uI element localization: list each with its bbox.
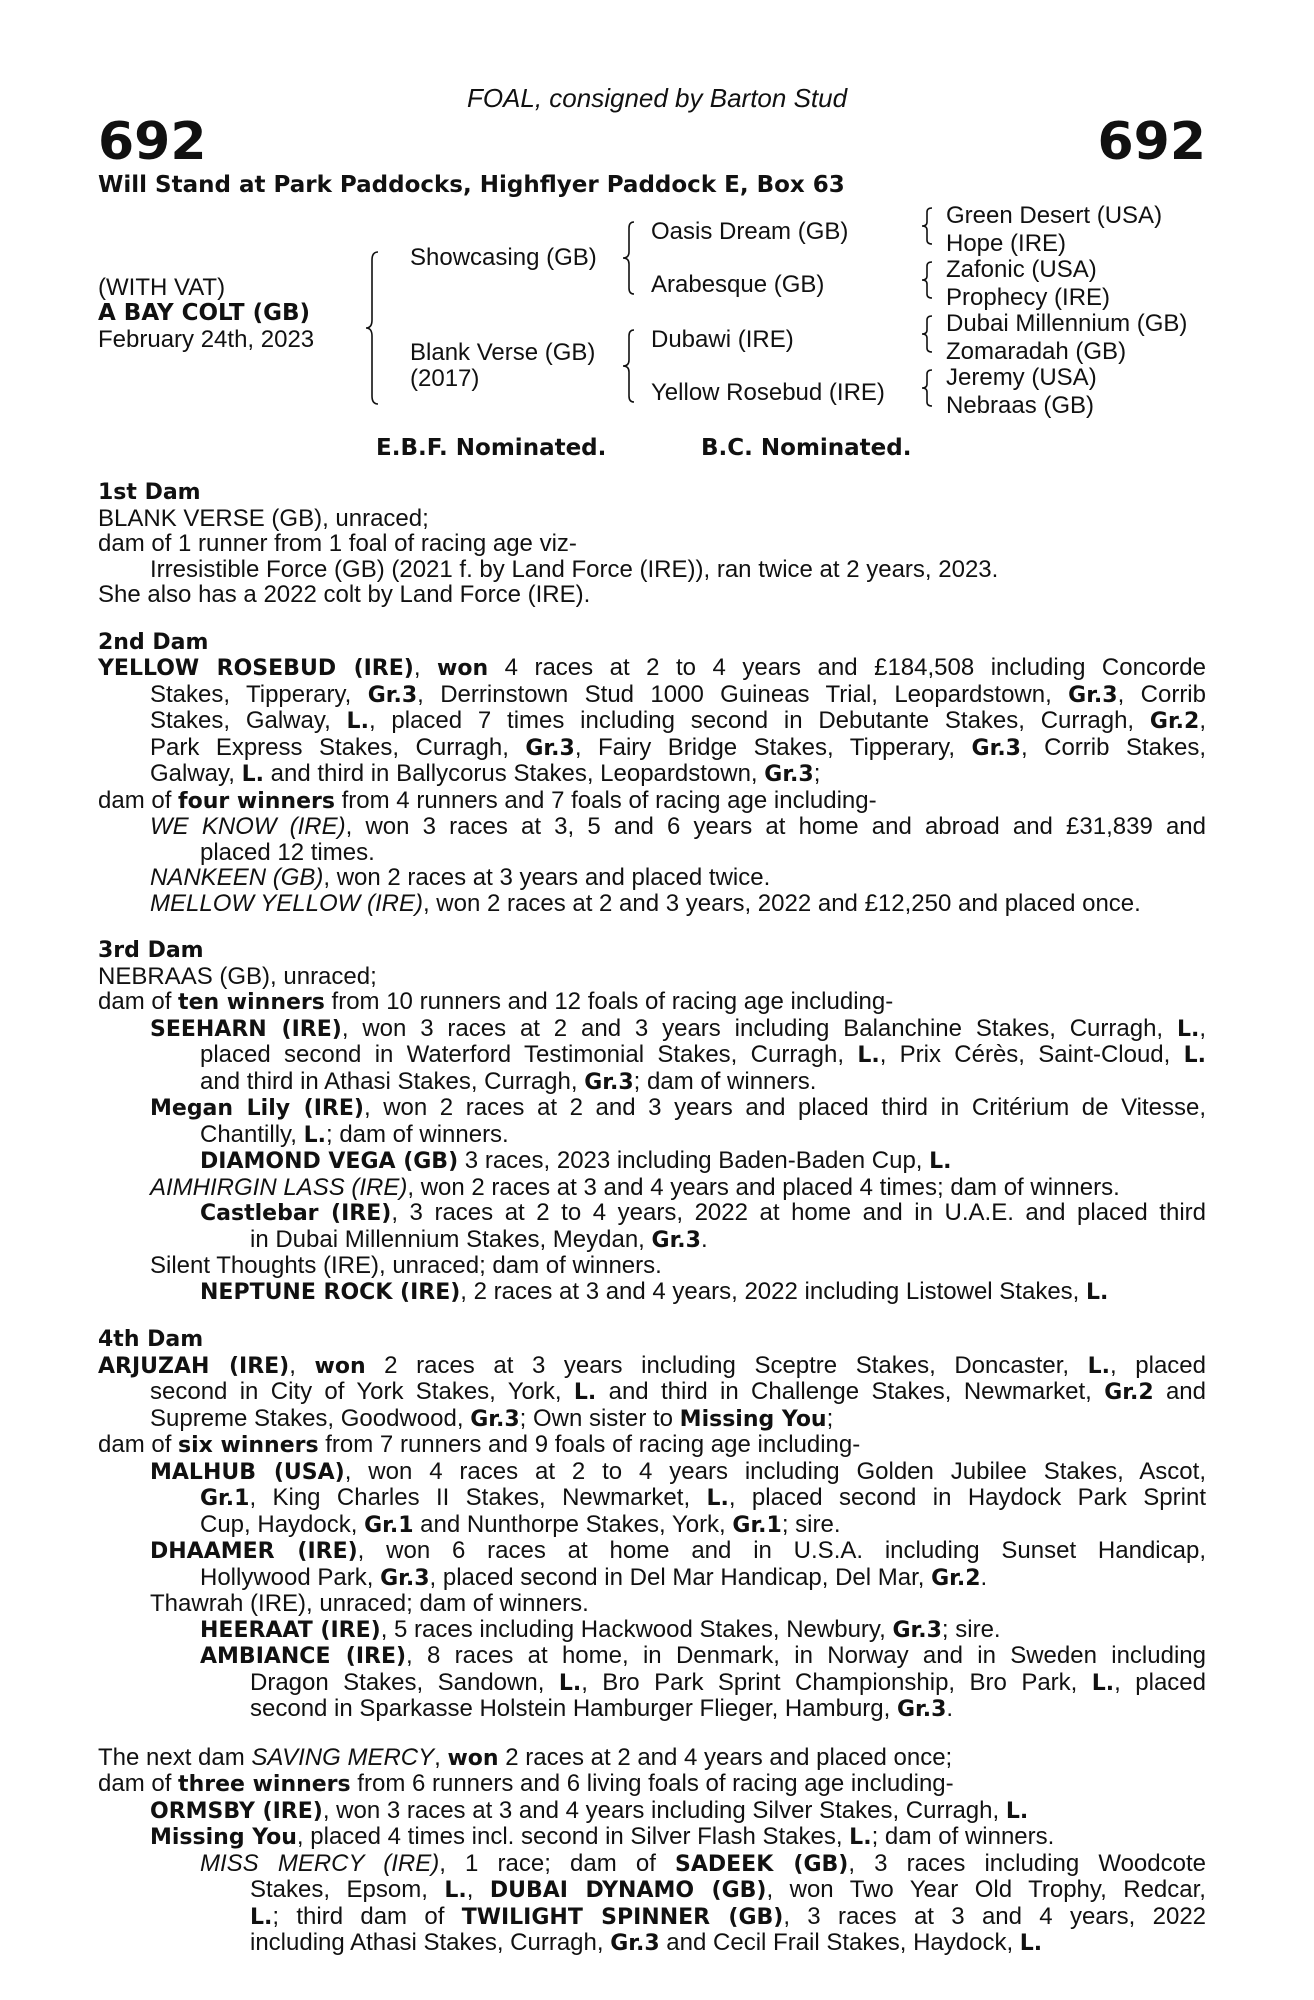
text-run: from 4 runners and 7 foals of racing age including- <box>334 786 877 814</box>
italic-text: WE KNOW (IRE) <box>150 813 346 840</box>
bold-text: Gr.3 <box>525 735 575 761</box>
text-run: Chantilly, <box>200 1120 304 1148</box>
section-heading: 1st Dam <box>98 480 201 505</box>
bold-text: L. <box>857 1043 880 1068</box>
text-run: from 10 runners and 12 foals of racing age including- <box>324 988 894 1015</box>
bold-text: Gr.3 <box>892 1617 942 1643</box>
text-run: , <box>1199 707 1207 734</box>
bold-text: Gr.3 <box>764 762 814 787</box>
text-line <box>98 1432 1206 1459</box>
bold-text: L. <box>573 1380 597 1405</box>
text-line <box>98 1696 1206 1723</box>
text-run: ; sire. <box>781 1510 841 1538</box>
italic-text: AIMHIRGIN LASS (IRE) <box>150 1173 408 1201</box>
text-run: in Dubai Millennium Stakes, Meydan, <box>250 1225 652 1253</box>
text-run: , King Charles II Stakes, Newmarket, <box>249 1484 707 1511</box>
dam-section <box>98 1745 1206 1957</box>
text-line <box>98 1175 1206 1201</box>
bold-text: Gr.3 <box>584 1069 634 1095</box>
g4-2: Hope (IRE) <box>946 230 1067 257</box>
bold-text: L. <box>303 1122 326 1148</box>
text-line <box>98 840 1206 866</box>
stable-location: Will Stand at Park Paddocks, Highflyer Paddock E, Box 63 <box>98 172 845 198</box>
date-of-birth: February 24th, 2023 <box>98 326 315 353</box>
bold-text: Gr.1 <box>364 1512 414 1538</box>
bold-text: ORMSBY (IRE) <box>150 1798 323 1824</box>
text-run: . <box>700 1225 708 1253</box>
text-line <box>98 1670 1206 1697</box>
text-line <box>98 1016 1206 1043</box>
bold-text: SADEEK (GB) <box>675 1851 849 1877</box>
bold-text: MALHUB (USA) <box>150 1459 345 1485</box>
text-line <box>98 1227 1206 1254</box>
bold-text: DHAAMER (IRE) <box>150 1539 358 1564</box>
text-run: , Bro Park Sprint Championship, Bro Park, <box>581 1668 1092 1696</box>
text-line <box>98 1200 1206 1227</box>
bold-text: L. <box>1087 1353 1111 1379</box>
text-run: , won 3 races at 3, 5 and 6 years at home and abroad and £31,839 and <box>345 813 1206 840</box>
g4-6: Zomaradah (GB) <box>946 338 1127 365</box>
text-line <box>98 1512 1206 1539</box>
italic-text: MELLOW YELLOW (IRE) <box>150 889 423 917</box>
text-line <box>98 655 1206 682</box>
text-line <box>98 865 1206 891</box>
text-run: , 3 races including Woodcote <box>848 1849 1206 1877</box>
bold-text: Castlebar (IRE) <box>200 1201 392 1226</box>
bold-text: L. <box>1183 1043 1207 1068</box>
text-run: Galway, <box>150 760 242 787</box>
text-run: ; sire. <box>941 1615 1001 1643</box>
text-run: Irresistible Force (GB) (2021 f. by Land Force (IRE)), ran twice at 2 years, 2023. <box>150 555 999 583</box>
bold-text: Gr.1 <box>732 1512 782 1538</box>
bold-text: Gr.3 <box>367 682 418 708</box>
text-run: and <box>1153 1378 1207 1405</box>
lot-number-left: 692 <box>98 112 207 172</box>
text-run: 2 races at 2 and 4 years and placed once; <box>498 1743 953 1771</box>
text-run: , 1 race; dam of <box>439 1849 676 1877</box>
bold-text: three winners <box>178 1772 351 1797</box>
text-run: and third in Athasi Stakes, Curragh, <box>200 1067 585 1095</box>
bold-text: TWILIGHT SPINNER (GB) <box>461 1904 784 1930</box>
text-run: 3 races, 2023 including Baden-Baden Cup, <box>458 1147 930 1174</box>
bold-text: SEEHARN (IRE) <box>150 1016 342 1042</box>
g4-7: Jeremy (USA) <box>946 364 1097 391</box>
text-run: dam of <box>98 988 179 1015</box>
text-line <box>98 1406 1206 1433</box>
text-run: and Cecil Frail Stakes, Haydock, <box>659 1929 1020 1956</box>
bold-text: won <box>447 1745 499 1771</box>
text-run: NEBRAAS (GB), unraced; <box>98 962 377 990</box>
text-line <box>98 557 1206 583</box>
bracket-g4-3 <box>920 314 936 354</box>
text-line <box>98 582 1206 608</box>
dam-dam: Yellow Rosebud (IRE) <box>651 379 885 406</box>
section-heading: 2nd Dam <box>98 629 209 655</box>
bold-text: Gr.2 <box>1104 1380 1154 1405</box>
bold-text: Gr.3 <box>610 1931 660 1956</box>
text-run: 4 races at 2 to 4 years and £184,508 including Concorde <box>488 654 1206 681</box>
sire-sire: Oasis Dream (GB) <box>651 218 849 245</box>
bold-text: Gr.3 <box>1068 682 1118 708</box>
text-line <box>98 1353 1206 1380</box>
text-run: , placed 7 times including second in Debutante Stakes, Curragh, <box>368 707 1150 734</box>
text-run: , won 6 races at home and in U.S.A. including Sunset Handicap, <box>357 1537 1207 1564</box>
text-run: , won 2 races at 3 years and placed twice. <box>323 864 771 891</box>
bold-text: L. <box>1005 1798 1029 1824</box>
bold-text: Megan Lily (IRE) <box>150 1096 364 1121</box>
text-line <box>98 1459 1206 1486</box>
text-run: and third in Challenge Stakes, Newmarket, <box>596 1378 1105 1405</box>
text-run: , <box>1199 1014 1207 1042</box>
text-run: , placed second in Haydock Park Sprint <box>728 1484 1206 1511</box>
text-line <box>98 1617 1206 1644</box>
bracket-g4-2 <box>920 260 936 300</box>
text-run: second in Sparkasse Holstein Hamburger Flieger, Hamburg, <box>250 1695 897 1722</box>
text-line <box>98 1279 1206 1306</box>
dam-section <box>98 1327 1206 1723</box>
text-line <box>98 682 1206 709</box>
bracket-main <box>364 248 384 408</box>
bold-text: Gr.1 <box>200 1486 250 1511</box>
text-line <box>98 1485 1206 1512</box>
text-run: Supreme Stakes, Goodwood, <box>150 1404 471 1432</box>
text-line <box>98 1095 1206 1122</box>
text-line <box>98 1591 1206 1617</box>
text-line <box>98 814 1206 840</box>
consignment-line: FOAL, consigned by Barton Stud <box>466 83 848 113</box>
bold-text: DUBAI DYNAMO (GB) <box>489 1878 767 1903</box>
text-line <box>98 1379 1206 1406</box>
bold-text: L. <box>1086 1279 1109 1305</box>
lot-number-right: 692 <box>1097 112 1206 172</box>
bold-text: L. <box>929 1149 952 1174</box>
text-run: Dragon Stakes, Sandown, <box>250 1668 559 1696</box>
text-run: , 2 races at 3 and 4 years, 2022 including Listowel Stakes, <box>460 1277 1086 1305</box>
text-run: , <box>413 654 438 681</box>
bold-text: L. <box>558 1670 582 1696</box>
text-run: Cup, Haydock, <box>200 1510 365 1538</box>
text-run: , Fairy Bridge Stakes, Tipperary, <box>574 733 972 761</box>
text-run: and Nunthorpe Stakes, York, <box>413 1510 733 1538</box>
text-run: Stakes, Epsom, <box>250 1876 445 1903</box>
g4-4: Prophecy (IRE) <box>946 284 1111 311</box>
text-run: , won 3 races at 2 and 3 years including Balanchine Stakes, Curragh, <box>341 1014 1177 1042</box>
bold-text: HEERAAT (IRE) <box>200 1617 381 1643</box>
bold-text: Gr.3 <box>651 1227 701 1253</box>
bold-text: Gr.3 <box>470 1406 520 1432</box>
text-run: Hollywood Park, <box>200 1563 381 1591</box>
text-run: 2 races at 3 years including Sceptre Stakes, Doncaster, <box>365 1351 1088 1379</box>
italic-text: MISS MERCY (IRE) <box>200 1849 440 1877</box>
text-line <box>98 1745 1206 1772</box>
bold-text: Gr.3 <box>380 1565 430 1591</box>
text-line <box>98 1069 1206 1096</box>
text-run: placed second in Waterford Testimonial Stakes, Curragh, <box>200 1041 858 1068</box>
text-line <box>98 1904 1206 1931</box>
section-heading: 3rd Dam <box>98 938 204 963</box>
text-run: Silent Thoughts (IRE), unraced; dam of winners. <box>150 1252 662 1279</box>
sire-dam: Arabesque (GB) <box>651 271 825 298</box>
text-run: ; third dam of <box>272 1902 462 1930</box>
text-run: , <box>434 1743 448 1771</box>
dam-sire: Dubawi (IRE) <box>651 326 794 353</box>
text-run: Park Express Stakes, Curragh, <box>150 733 526 761</box>
text-run: , Prix Cérès, Saint-Cloud, <box>879 1041 1184 1068</box>
bracket-g4-1 <box>920 206 936 246</box>
bold-text: L. <box>706 1486 729 1511</box>
text-run: dam of <box>98 1770 179 1797</box>
text-line <box>98 964 1206 990</box>
g4-5: Dubai Millennium (GB) <box>946 310 1188 337</box>
text-run: , Derrinstown Stud 1000 Guineas Trial, Leopardstown, <box>417 680 1069 708</box>
text-line <box>98 788 1206 815</box>
text-run: ; dam of winners. <box>325 1120 509 1148</box>
text-run: , won 2 races at 2 and 3 years and placed third in Critérium de Vitesse, <box>363 1094 1207 1121</box>
italic-text: SAVING MERCY <box>251 1743 435 1771</box>
g4-1: Green Desert (USA) <box>946 202 1163 229</box>
ebf-nomination: E.B.F. Nominated. <box>376 435 607 461</box>
bold-text: L. <box>1091 1670 1115 1696</box>
bold-text: won <box>314 1353 366 1379</box>
text-run: , placed second in Del Mar Handicap, Del Mar, <box>429 1563 932 1591</box>
text-run: , 5 races including Hackwood Stakes, Newbury, <box>380 1615 893 1643</box>
text-run: ; Own sister to <box>519 1404 680 1432</box>
bold-text: ARJUZAH (IRE) <box>98 1353 290 1379</box>
text-run: BLANK VERSE (GB), unraced; <box>98 504 429 532</box>
text-run: dam of <box>98 786 179 814</box>
bold-text: four winners <box>178 788 335 814</box>
text-run: from 6 runners and 6 living foals of racing age including- <box>350 1770 954 1797</box>
bold-text: L. <box>1019 1931 1043 1956</box>
bold-text: L. <box>849 1825 872 1850</box>
text-run: She also has a 2022 colt by Land Force (IRE). <box>98 581 591 608</box>
bracket-sire <box>620 220 640 300</box>
bold-text: L. <box>346 709 369 734</box>
bracket-dam <box>620 328 640 408</box>
bold-text: Missing You <box>150 1825 297 1850</box>
text-line <box>98 1851 1206 1878</box>
bc-nomination: B.C. Nominated. <box>701 435 912 461</box>
bold-text: ten winners <box>178 990 325 1015</box>
bold-text: L. <box>444 1878 467 1903</box>
text-run: , 3 races at 3 and 4 years, 2022 <box>783 1902 1207 1930</box>
text-line <box>98 1798 1206 1825</box>
lot-name: A BAY COLT (GB) <box>98 300 311 326</box>
bold-text: AMBIANCE (IRE) <box>200 1644 407 1669</box>
text-run: , <box>466 1876 490 1903</box>
text-run: , won 4 races at 2 to 4 years including Golden Jubilee Stakes, Ascot, <box>344 1457 1206 1485</box>
text-run: ; dam of winners. <box>871 1823 1055 1850</box>
vat-note: (WITH VAT) <box>98 274 226 301</box>
text-line <box>98 989 1206 1016</box>
text-run: dam of <box>98 1431 179 1458</box>
text-line <box>98 1771 1206 1798</box>
italic-text: NANKEEN (GB) <box>150 864 324 891</box>
text-line <box>98 1643 1206 1670</box>
bold-text: NEPTUNE ROCK (IRE) <box>200 1279 461 1305</box>
text-line <box>98 1253 1206 1279</box>
text-run: , placed <box>1110 1351 1206 1379</box>
text-run: ; <box>813 760 821 787</box>
text-line <box>98 735 1206 762</box>
dam: Blank Verse (GB) <box>410 339 596 366</box>
text-line <box>98 531 1206 557</box>
g4-8: Nebraas (GB) <box>946 392 1095 419</box>
text-run: . <box>980 1563 988 1591</box>
bold-text: six winners <box>178 1433 319 1458</box>
text-run: , won 2 races at 2 and 3 years, 2022 and £12,250 and placed once. <box>422 889 1141 917</box>
bold-text: YELLOW ROSEBUD (IRE) <box>98 656 414 681</box>
text-run: , Corrib Stakes, <box>1020 733 1206 761</box>
text-line <box>98 708 1206 735</box>
text-run: The next dam <box>98 1743 252 1771</box>
bold-text: DIAMOND VEGA (GB) <box>200 1149 459 1174</box>
bold-text: Gr.2 <box>931 1565 981 1591</box>
text-run: second in City of York Stakes, York, <box>150 1378 574 1405</box>
text-run: placed 12 times. <box>200 838 375 866</box>
text-run: from 7 runners and 9 foals of racing age including- <box>318 1431 861 1458</box>
text-run: , won Two Year Old Trophy, Redcar, <box>766 1876 1206 1903</box>
text-line <box>98 1148 1206 1175</box>
text-run: , won 3 races at 3 and 4 years including Silver Stakes, Curragh, <box>322 1796 1006 1824</box>
g4-3: Zafonic (USA) <box>946 256 1097 283</box>
text-run: . <box>946 1695 954 1722</box>
text-run: , won 2 races at 3 and 4 years and placed 4 times; dam of winners. <box>407 1173 1120 1201</box>
text-run: , placed <box>1114 1668 1206 1696</box>
bold-text: Gr.3 <box>971 735 1021 761</box>
bold-text: L. <box>250 1904 273 1930</box>
dam-year: (2017) <box>410 365 480 392</box>
text-line <box>98 506 1206 532</box>
text-run: ; dam of winners. <box>633 1067 817 1095</box>
pedigree-notes <box>98 480 1206 1957</box>
text-run: dam of 1 runner from 1 foal of racing age viz- <box>98 530 577 557</box>
dam-section <box>98 480 1206 608</box>
bold-text: Gr.2 <box>1149 709 1200 734</box>
dam-section <box>98 938 1206 1305</box>
text-run: Thawrah (IRE), unraced; dam of winners. <box>150 1590 589 1617</box>
text-run: including Athasi Stakes, Curragh, <box>250 1929 611 1956</box>
bold-text: Missing You <box>679 1406 827 1432</box>
text-run: and third in Ballycorus Stakes, Leopardstown, <box>263 760 765 787</box>
text-run: Stakes, Tipperary, <box>150 680 368 708</box>
text-run: ; <box>826 1404 834 1432</box>
bold-text: L. <box>241 762 264 787</box>
text-line <box>98 761 1206 788</box>
text-line <box>98 1877 1206 1904</box>
text-line <box>98 1122 1206 1149</box>
text-run: , placed 4 times incl. second in Silver Flash Stakes, <box>296 1823 850 1850</box>
text-run: Stakes, Galway, <box>150 707 347 734</box>
text-run: , 3 races at 2 to 4 years, 2022 at home and in U.A.E. and placed third <box>391 1199 1206 1226</box>
sire: Showcasing (GB) <box>410 244 597 271</box>
text-run: , <box>289 1351 315 1379</box>
text-line <box>98 891 1206 917</box>
text-line <box>98 1824 1206 1851</box>
bold-text: Gr.3 <box>896 1697 947 1722</box>
text-run: , Corrib <box>1117 680 1206 708</box>
text-run: , 8 races at home, in Denmark, in Norway and in Sweden including <box>406 1642 1206 1669</box>
text-line <box>98 1538 1206 1565</box>
bold-text: L. <box>1176 1016 1200 1042</box>
text-line <box>98 1042 1206 1069</box>
section-heading: 4th Dam <box>98 1327 204 1352</box>
text-line <box>98 1565 1206 1592</box>
text-line <box>98 1930 1206 1957</box>
dam-section <box>98 630 1206 917</box>
bracket-g4-4 <box>920 368 936 408</box>
bold-text: won <box>437 656 489 681</box>
